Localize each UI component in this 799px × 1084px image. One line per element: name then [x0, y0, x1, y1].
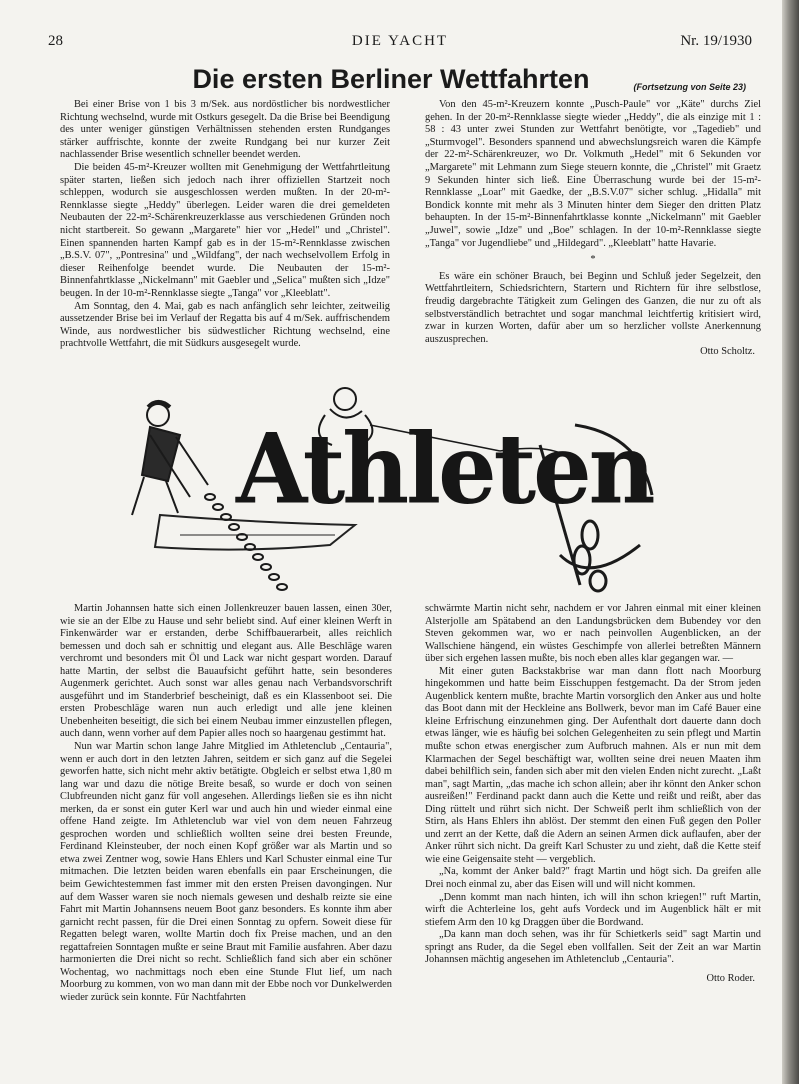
article1-right-column: [425, 99, 761, 359]
paragraph: Es wäre ein schöner Brauch, bei Beginn und Schluß jeder Segelzeit, den Wettfahrtleitern, Schiedsrichtern, Startern und Richtern für ihre selbstlose, freudig dargebrachte Tätigkeit zum Gelingen des Ganzen, die nur zu oft als selbstverständlich betrachtet und sogar manchmal leichtfertig kritisiert wird, zwar in kurzen Worten, dafür aber um so herzlicher vollste Anerkennung auszusprechen.: [425, 270, 761, 345]
issue-number: Nr. 19/1930: [680, 33, 752, 49]
paragraph: schwärmte Martin nicht sehr, nachdem er vor Jahren einmal mit einer kleinen Alsterjolle am Spätabend an den Landungsbrücken dem Bubendey vor den Steven gekommen war, wo er nach peinvollen Augenblicken, an der Wallschiene hängend, ein wüstes Geschimpfe von allerlei betreßten Männern über sich ergehen lassen mußte, bis noch eben alles klar gegangen war. —: [425, 603, 761, 665]
continuation-note: (Fortsetzung von Seite 23): [633, 82, 746, 92]
paragraph: Nun war Martin schon lange Jahre Mitglied im Athletenclub „Centauria", wenn er auch dort in den letzten Jahren, seitdem er sich ganz auf die Segelei geworfen hatte, sich nicht mehr aktiv betätigte. Obgleich er selbst etwa 1,80 m lang war und dazu die nötige Breite besaß, so wurde er doch von seinen Clubfreunden nicht ganz für voll angesehen. Allerdings ließen sie es ihn nicht merken, da er sonst ein guter Kerl war und auch hin und wieder einmal eine offene Hand zeigte. Im Athletenclub war viel von dem neuen Fahrzeug gesprochen worden und schließlich wollten seine drei besten Freunde, Ferdinand Kleinsteuber, der noch einen Kopf größer war als Martin und so etwa zwei Zentner wog, sowie Hans Ehlers und Karl Schuster einmal eine Tur mitmachen. Die letzten beiden waren ebenfalls ein paar Erscheinungen, die beim Gewichtestemmen fast immer mit den ersten Preisen davongingen. Nur auf dem Wasser waren sie noch niemals gewesen und deshalb reizte sie eine Fahrt mit Martin Johannsens neuem Boot ganz besonders. Es konnte ihm aber garnicht recht passen, für die Drei einen Sonntag zu opfern. Soweit diese für Regatten belegt waren, wollte Martin doch fix Preise machen, und an den regattafreien Sonntagen mußte er seine Braut mit Familie ausfahren. Aber dazu harmonierten die Drei nicht so recht. Schließlich fand sich aber ein schöner Wochentag, wo nachmittags noch eben eine Stunde Flut lief, um nach Moorburg zu kommen, von wo man dann mit der Ebbe noch vor Dunkelwerden wieder zurück sein konnte. Für Nachtfahrten: [60, 741, 392, 1003]
section-separator: *: [590, 254, 596, 266]
author-signature: Otto Scholtz.: [700, 346, 755, 358]
paragraph: Von den 45-m²-Kreuzern konnte „Pusch-Paule" vor „Käte" durchs Ziel gehen. In der 20-m²-Rennklasse siegte wieder „Heddy", die als einzige mit 1 : 58 : 43 unter zwei Stunden zur Wettfahrt benötigte, vor „Tagedieb" und „Sturmvogel". Besonders spannend und abwechslungsreich waren die Kämpfe der 22-m²-Schärenkreuzer, wo Dr. Volkmuth „Hedel" mit 6 Sekunden vor „Margarete" mit Lehmann zum Siege steuern konnte, die „Christel" mit Graetz 9 Sekunden hinter sich ließ. Eine Überraschung wurde bei der 15-m²-Rennklasse „Loar" mit Gaedke, der „B.S.V.07" sicher schlug. „Hidalla" mit Bondick konnte mit mehr als 3 Minuten hinter dem Sieger den dritten Platz behaupten. In der 15-m²-Binnenfahrtklasse konnte „Nickelmann" mit Gaebler „Juwel", sowie „Idze" und „Boe" schlagen. In der 10-m²-Rennklasse siegte „Tanga" vor Jugendliebe" und „Hildegard". „Kleeblatt" hatte Havarie.: [425, 99, 761, 249]
article2-left-column: [60, 603, 392, 1005]
paragraph: „Da kann man doch sehen, was ihr für Schietkerls seid" sagt Martin und springt ans Ruder, da die Segel eben vollfallen. Seit der Zeit an war Martin Johannsen mächtig angesehen im Athletenclub „Centauria".: [425, 929, 761, 966]
paragraph: Mit einer guten Backstakbrise war man dann flott nach Moorburg hingekommen und hatte beim Eisschuppen festgemacht. Da der Strom jeden Augenblick kentern mußte, brachte Martin vorsorglich den Anker aus und holte das Boot dann mit der Heckleine ans Bollwerk, bevor man im Café Bauer eine kleine Erfrischung einzunehmen ging. Der Aufenthalt dort dauerte dann doch etwas länger, wie es häufig bei solchen Gelegenheiten zu sein pflegt und Martin mußte schon etwas energischer zum Aufbruch mahnen. Als er nun mit dem Klarmachen der Segel beschäftigt war, wollten seine drei neuen Maaten ihm dabei behilflich sein, fanden sich aber mit den vielen Enden nicht zurecht. „Laßt man", sagt Martin, „das mache ich schon allein; aber ihr könnt den Anker schon ausreißen!" Ferdinand packt dann auch die Kette und reißt und reißt, aber das Ding rüttelt und rührt sich nicht. Der Schweiß perlt ihm schließlich von der Stirn, als Hans Ehlers ihn ablöst. Der stemmt den einen Fuß gegen den Poller und zerrt an der Kette, daß die Adern an seinen Armen dick auflaufen, aber der Anker rührt sich nicht. Da greift Karl Schuster zu und zieht, daß die Kette steif wie eine Geigensaite steht — vergeblich.: [425, 665, 761, 865]
article2-right-column: [425, 603, 761, 985]
paragraph: Bei einer Brise von 1 bis 3 m/Sek. aus nordöstlicher bis nordwestlicher Richtung wechselnd, wurde mit Ostkurs gesegelt. Da die Brise bei Beendigung des unter weniger günstigen Verhältnissen stehenden ersten Rundganges stärker auffrischte, konnte der zweite Rundgang bei nur kurzer Zeit nachlassender Brise wesentlich schneller beendet werden.: [60, 99, 390, 161]
paragraph: „Denn kommt man nach hinten, ich will ihn schon kriegen!" ruft Martin, wirft die Achterleine los, geht aufs Vordeck und im Augenblick hält er mit stiefem Arm den 10 kg Draggen über die Bordwand.: [425, 891, 761, 928]
illustration-headline: Athleten: [236, 412, 653, 526]
book-spine: [782, 0, 799, 1084]
article-title: Die ersten Berliner Wettfahrten: [192, 64, 590, 94]
author-signature: Otto Roder.: [706, 972, 755, 984]
sailor-figure: [132, 402, 208, 515]
article1-left-column: [60, 99, 390, 351]
magazine-name: DIE YACHT: [351, 33, 449, 49]
paragraph: Die beiden 45-m²-Kreuzer wollten mit Genehmigung der Wettfahrtleitung später starten, ließen sich jedoch nach ihrer offiziellen Startzeit noch schleppen, wodurch sie ausgeschlossen werden mußten. In der 20-m²-Rennklasse siegte „Heddy" überlegen. Leider waren die drei gemeldeten Neubauten der 22-m²-Schärenkreuzerklasse aus verschiedenen Gründen noch nicht startbereit. So gewann „Margarete" hier vor „Hedel" und „Christel". Einen spannenden harten Kampf gab es in der 15-m²-Rennklasse zwischen „B.S.V. 07", „Pontresina" und „Wildfang", der nach wechselvollem Erfolg in dieser Reihenfolge beendet wurde. Die Neubauten der 15-m²-Binnenfahrtklasse „Nickelmann" mit Gaebler und „Selica" mußten sich „Idze" beugen. In der 10-m²-Rennklasse siegte „Tanga" vor „Kleeblatt".: [60, 161, 390, 299]
page-header: [48, 33, 752, 53]
paragraph: „Na, kommt der Anker bald?" fragt Martin und högt sich. Da greifen alle Drei noch einmal zu, aber das Eisen will und will nicht kommen.: [425, 866, 761, 891]
paragraph: Martin Johannsen hatte sich einen Jollenkreuzer bauen lassen, einen 30er, wie sie an der Elbe zu Hause und sehr beliebt sind. Auf einer kleinen Werft in Finkenwärder war er erstanden, derbe Schiffbauerarbeit, alles reichlich bemessen und doch sah er schnittig und elegant aus. Alle Beschläge waren verchromt und besonders mit Öl und Lack war nicht gespart worden. Darauf hatte Martin, der selbst die Bauaufsicht geführt hatte, sein besonderes Augenmerk gerichtet. Auch sonst war alles genau nach Verbandsvorschrift ausgeführt und im Standerbrief bescheinigt, daß es ein Klassenboot sei. Die ersten Probeschläge waren nun auch erledigt und alle jene kleinen Unebenheiten beseitigt, die sich bei einem Neubau immer einzustellen pflegen, auch dann, wenn vorher auf dem Papier alles noch so haargenau gestimmt hat.: [60, 603, 392, 740]
page-number: 28: [48, 33, 63, 49]
paragraph: Am Sonntag, den 4. Mai, gab es nach anfänglich sehr leichter, zeitweilig aussetzender Brise bei im Verlauf der Regatta bis auf 4 m/Sek. auffrischendem Winde, aus nordwestlicher bis südwestlicher Richtung wechselnd, eine prachtvolle Wettfahrt, die mit Südkurs ausgesegelt wurde.: [60, 300, 390, 350]
